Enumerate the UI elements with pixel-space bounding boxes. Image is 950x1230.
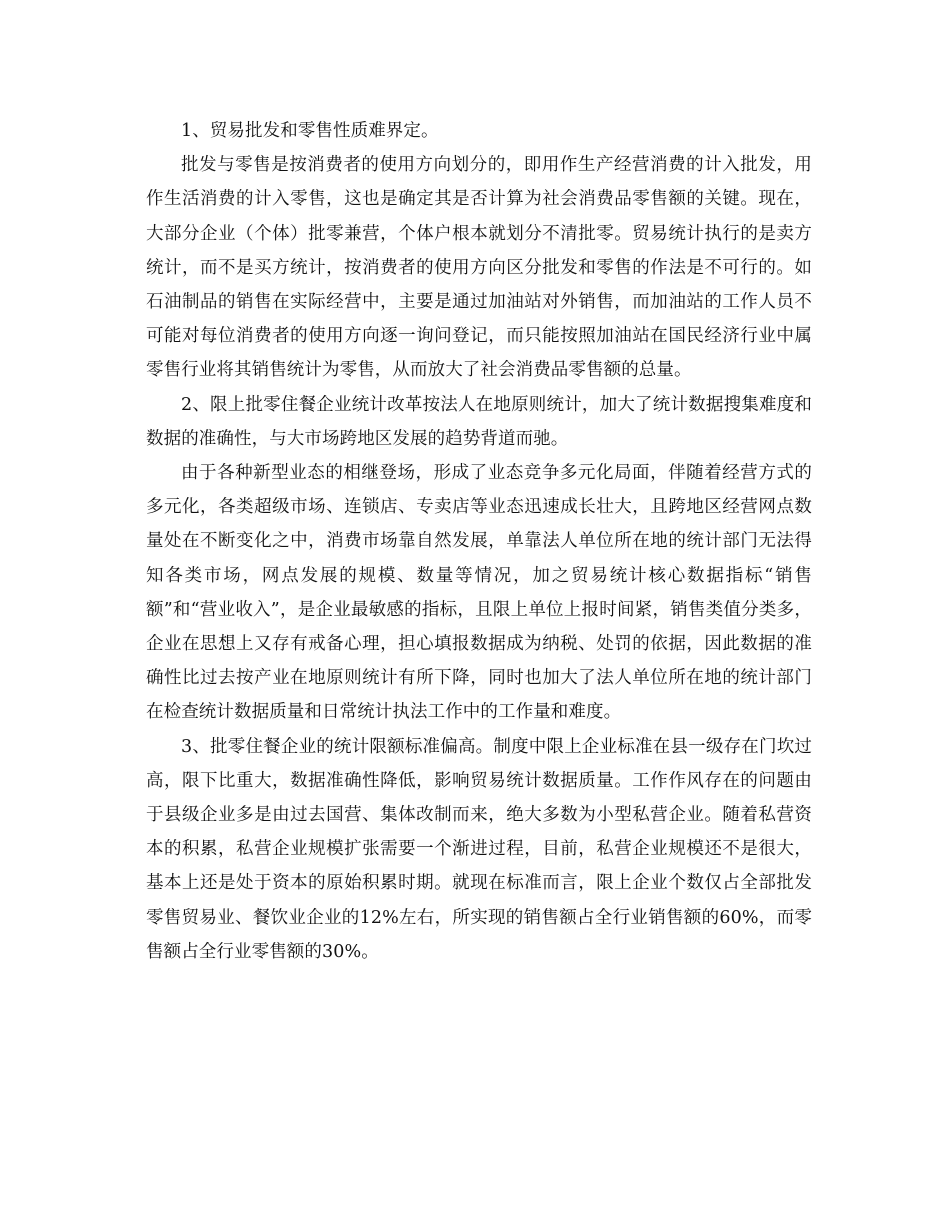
paragraph-threshold-standard: 3、批零住餐企业的统计限额标准偏高。制度中限上企业标准在县一级存在门坎过高，限下比重大，数据准确性降低，影响贸易统计数据质量。工作作风存在的问题由于县级企业多是由过去国营、集体改制而来，绝大多数为小型私营企业。随着私营资本的积累，私营企业规模扩张需要一个渐进过程，目前，私营企业规模还不是很大，基本上还是处于资本的原始积累时期。就现在标准而言，限上企业个数仅占全部批发零售贸易业、餐饮业企业的12%左右，所实现的销售额占全行业销售额的60%，而零售额占全行业零售额的30%。	[146, 736, 812, 962]
section-heading-2: 2、限上批零住餐企业统计改革按法人在地原则统计，加大了统计数据搜集难度和数据的准确性，与大市场跨地区发展的趋势背道而驰。	[146, 394, 812, 449]
document-body	[146, 114, 812, 969]
paragraph-wholesale-retail: 批发与零售是按消费者的使用方向划分的，即用作生产经营消费的计入批发，用作生活消费的计入零售，这也是确定其是否计算为社会消费品零售额的关键。现在，大部分企业（个体）批零兼营，个体户根本就划分不清批零。贸易统计执行的是卖方统计，而不是买方统计，按消费者的使用方向区分批发和零售的作法是不可行的。如石油制品的销售在实际经营中，主要是通过加油站对外销售，而加油站的工作人员不可能对每位消费者的使用方向逐一询问登记，而只能按照加油站在国民经济行业中属零售行业将其销售统计为零售，从而放大了社会消费品零售额的总量。	[146, 155, 812, 381]
paragraph-new-business-formats: 由于各种新型业态的相继登场，形成了业态竞争多元化局面，伴随着经营方式的多元化，各类超级市场、连锁店、专卖店等业态迅速成长壮大，且跨地区经营网点数量处在不断变化之中，消费市场靠自然发展，单靠法人单位所在地的统计部门无法得知各类市场，网点发展的规模、数量等情况，加之贸易统计核心数据指标“销售额”和“营业收入”，是企业最敏感的指标，且限上单位上报时间紧，销售类值分类多，企业在思想上又存有戒备心理，担心填报数据成为纳税、处罚的依据，因此数据的准确性比过去按产业在地原则统计有所下降，同时也加大了法人单位所在地的统计部门在检查统计数据质量和日常统计执法工作中的工作量和难度。	[146, 463, 812, 723]
section-heading-1: 1、贸易批发和零售性质难界定。	[181, 121, 439, 141]
